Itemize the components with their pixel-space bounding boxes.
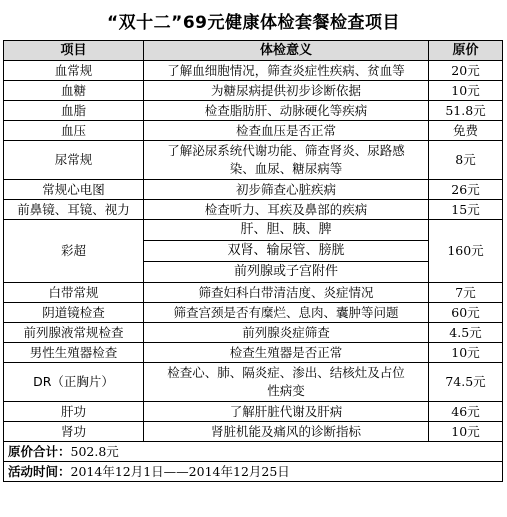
item-price: 10元 <box>429 81 503 101</box>
table-row <box>4 220 503 283</box>
table-row <box>4 180 503 200</box>
item-name: 常规心电图 <box>4 180 144 200</box>
item-price: 51.8元 <box>429 101 503 121</box>
item-name: 血脂 <box>4 101 144 121</box>
item-meaning: 筛查妇科白带清洁度、炎症情况 <box>144 283 429 303</box>
period-cell <box>4 462 503 482</box>
item-price: 免费 <box>429 121 503 141</box>
item-price: 20元 <box>429 61 503 81</box>
item-meaning: 检查脂肪肝、动脉硬化等疾病 <box>144 101 429 121</box>
ultrasound-part: 前列腺或子宫附件 <box>144 261 428 282</box>
table-row <box>4 323 503 343</box>
item-name: 血压 <box>4 121 144 141</box>
item-name: 肝功 <box>4 402 144 422</box>
item-price: 46元 <box>429 402 503 422</box>
item-name: 尿常规 <box>4 141 144 180</box>
item-price: 10元 <box>429 343 503 363</box>
meaning-line-2: 性病变 <box>267 383 305 398</box>
checkup-table <box>3 40 503 482</box>
item-price: 26元 <box>429 180 503 200</box>
header-item: 项目 <box>4 41 144 61</box>
item-name: 血糖 <box>4 81 144 101</box>
table-row <box>4 343 503 363</box>
header-meaning: 体检意义 <box>144 41 429 61</box>
item-name: DR（正胸片） <box>4 363 144 402</box>
item-price: 15元 <box>429 200 503 220</box>
item-name: 男性生殖器检查 <box>4 343 144 363</box>
table-row <box>4 101 503 121</box>
item-price: 4.5元 <box>429 323 503 343</box>
item-name: 白带常规 <box>4 283 144 303</box>
item-name: 前鼻镜、耳镜、视力 <box>4 200 144 220</box>
table-row <box>4 283 503 303</box>
table-row <box>4 141 503 180</box>
meaning-line-2: 染、血尿、糖尿病等 <box>229 161 343 176</box>
total-label: 原价合计： <box>8 443 71 459</box>
table-row <box>4 200 503 220</box>
item-meaning: 了解肝脏代谢及肝病 <box>144 402 429 422</box>
item-name: 前列腺液常规检查 <box>4 323 144 343</box>
table-row <box>4 61 503 81</box>
item-meaning: 检查听力、耳疾及鼻部的疾病 <box>144 200 429 220</box>
item-name: 彩超 <box>4 220 144 283</box>
item-name: 阴道镜检查 <box>4 303 144 323</box>
item-meaning <box>144 363 429 402</box>
total-cell <box>4 442 503 462</box>
item-meaning: 筛查宫颈是否有糜烂、息肉、囊肿等问题 <box>144 303 429 323</box>
header-price: 原价 <box>429 41 503 61</box>
item-meaning <box>144 220 429 283</box>
total-value: 502.8元 <box>70 443 119 459</box>
item-meaning: 肾脏机能及痛风的诊断指标 <box>144 422 429 442</box>
item-price: 160元 <box>429 220 503 283</box>
table-row <box>4 81 503 101</box>
meaning-line-1: 检查心、肺、隔炎症、渗出、结核灶及占位 <box>167 365 405 380</box>
table-row <box>4 402 503 422</box>
item-meaning: 检查血压是否正常 <box>144 121 429 141</box>
table-row <box>4 422 503 442</box>
item-meaning: 初步筛查心脏疾病 <box>144 180 429 200</box>
table-row <box>4 363 503 402</box>
item-price: 74.5元 <box>429 363 503 402</box>
meaning-line-1: 了解泌尿系统代谢功能、筛查肾炎、尿路感 <box>167 143 405 158</box>
table-row <box>4 121 503 141</box>
table-header-row <box>4 41 503 61</box>
ultrasound-part: 肝、胆、胰、脾 <box>240 222 332 237</box>
period-value: 2014年12月1日——2014年12月25日 <box>70 463 290 479</box>
period-row <box>4 462 503 482</box>
item-meaning <box>144 141 429 180</box>
period-label: 活动时间： <box>8 463 71 479</box>
item-price: 8元 <box>429 141 503 180</box>
item-meaning: 为糖尿病提供初步诊断依据 <box>144 81 429 101</box>
table-row <box>4 303 503 323</box>
item-price: 7元 <box>429 283 503 303</box>
ultrasound-part: 双肾、输尿管、膀胱 <box>144 240 428 261</box>
item-price: 10元 <box>429 422 503 442</box>
item-meaning: 前列腺炎症筛查 <box>144 323 429 343</box>
item-meaning: 检查生殖器是否正常 <box>144 343 429 363</box>
item-price: 60元 <box>429 303 503 323</box>
item-meaning: 了解血细胞情况，筛查炎症性疾病、贫血等 <box>144 61 429 81</box>
item-name: 血常规 <box>4 61 144 81</box>
total-row <box>4 442 503 462</box>
item-name: 肾功 <box>4 422 144 442</box>
document-title: “双十二”69元健康体检套餐检查项目 <box>106 13 400 33</box>
